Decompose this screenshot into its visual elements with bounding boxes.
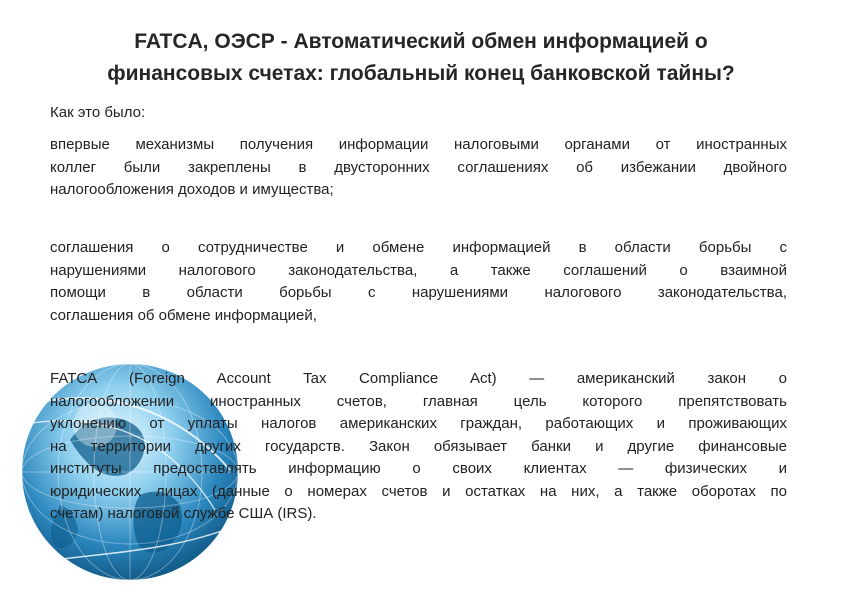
paragraph-line: нарушениями налогового законодательства, а также соглашений о взаимной [50,261,787,279]
paragraph-line: институты предоставлять информацию о своих клиентах — физических и [50,460,787,477]
paragraph-cooperation-agreements [50,237,787,327]
paragraph-line: FATCA (Foreign Account Tax Compliance Act) — американский закон о [50,370,787,387]
intro-label: Как это было: [50,104,146,121]
paragraph-line: счетам) налоговой службе США (IRS). [50,505,317,522]
title-line: FATCA, ОЭСР - Автоматический обмен информацией о [134,30,708,53]
paragraph-line: соглашения об обмене информацией, [50,306,317,324]
paragraph-line: налогообложении иностранных счетов, главная цель которого препятствовать [50,392,787,410]
paragraph-fatca [50,368,787,526]
paragraph-line: уклонению от уплаты налогов американских граждан, работающих и проживающих [50,415,787,432]
paragraph-line: помощи в области борьбы с нарушениями налогового законодательства, [50,284,787,301]
paragraph-line: налогообложения доходов и имущества; [50,181,334,198]
paragraph-line: на территории других государств. Закон обязывает банки и другие финансовые [50,437,787,455]
paragraph-line: юридических лицах (данные о номерах счетов и остатках на них, а также оборотах по [50,482,787,500]
slide-title [30,26,812,90]
paragraph-line: коллег были закреплены в двусторонних соглашениях об избежании двойного [50,158,787,176]
paragraph-line: впервые механизмы получения информации налоговыми органами от иностранных [50,136,787,153]
paragraph-line: соглашения о сотрудничестве и обмене информацией в области борьбы с [50,239,787,256]
title-line: финансовых счетах: глобальный конец банковской тайны? [107,62,735,85]
paragraph-bilateral-agreements [50,134,787,202]
